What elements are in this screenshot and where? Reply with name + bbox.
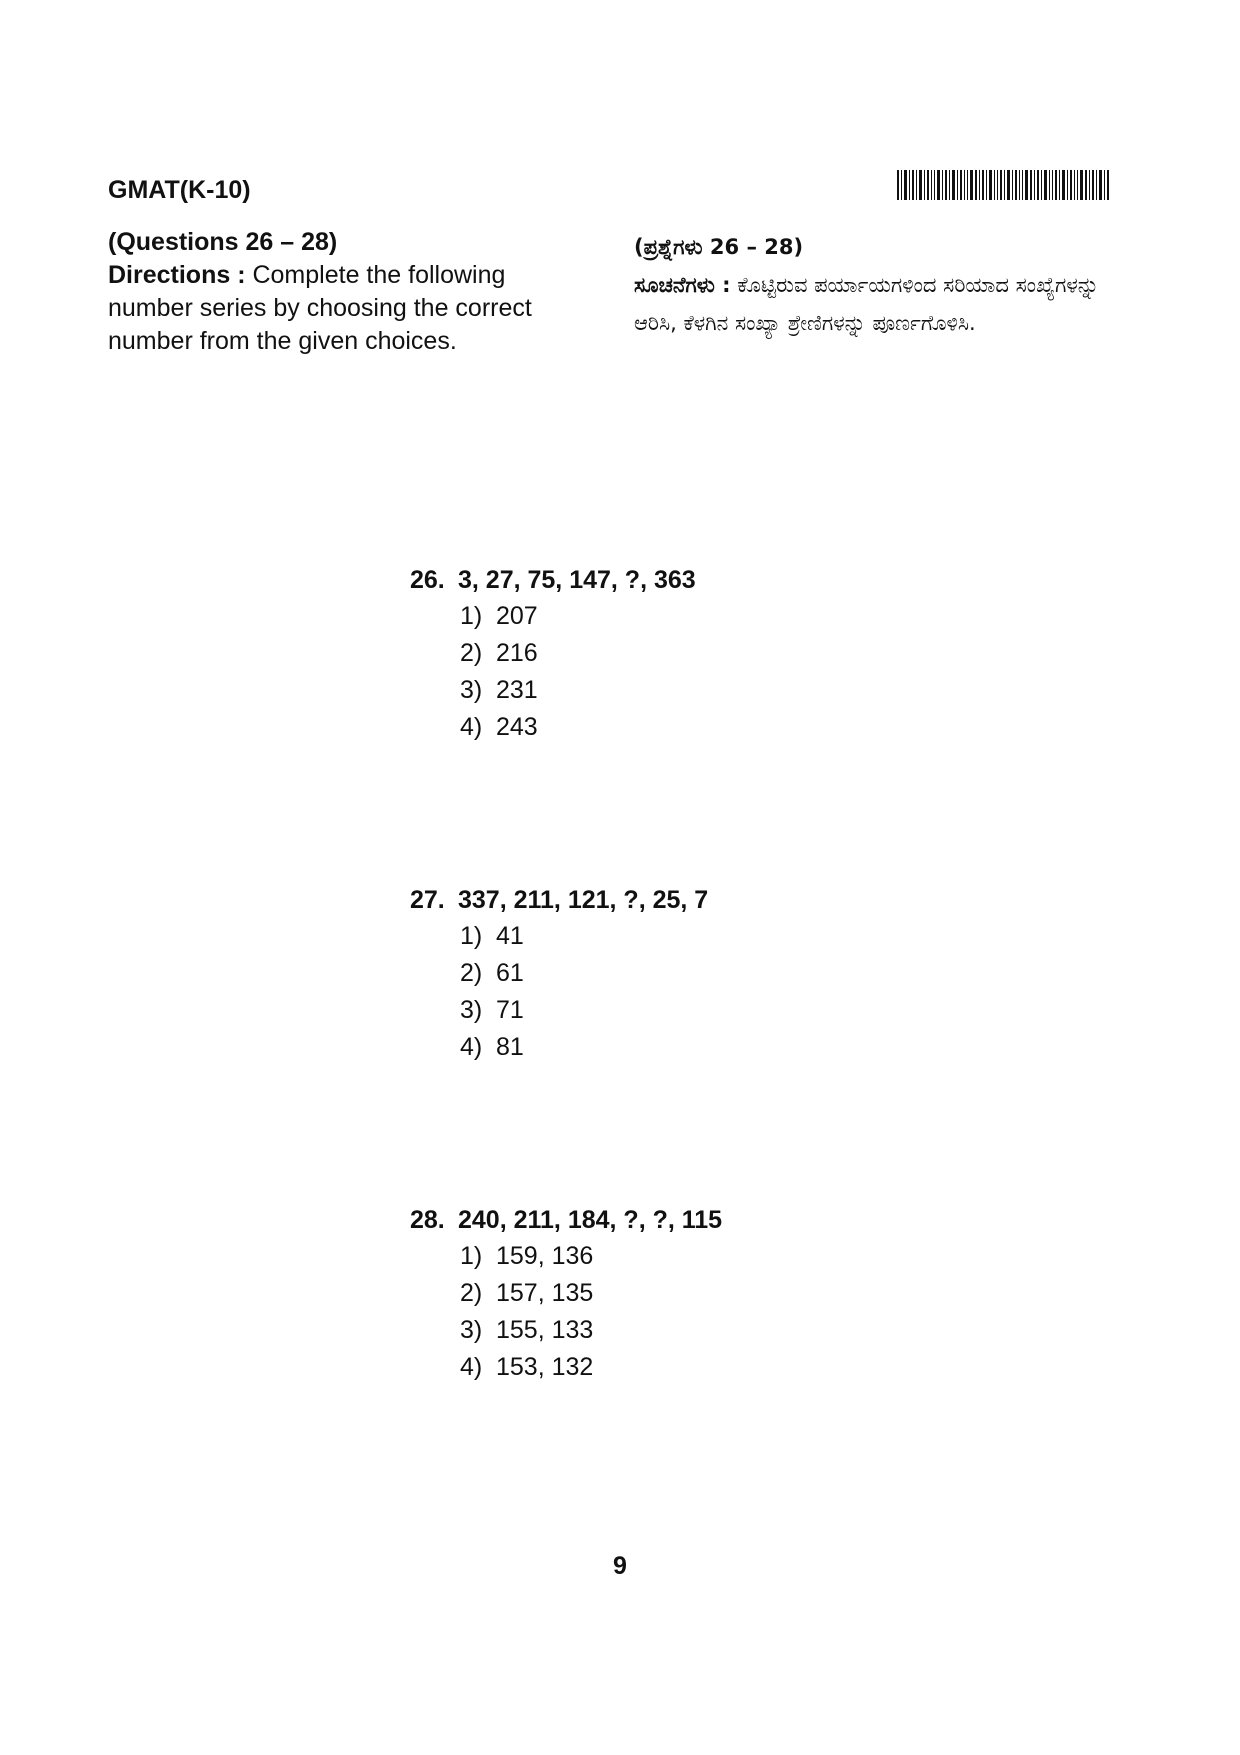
option-text: 157, 135 xyxy=(496,1279,594,1307)
question-28 xyxy=(410,1202,930,1386)
directions-text-kn: ಕೊಟ್ಟಿರುವ ಪರ್ಯಾಯಗಳಿಂದ ಸರಿಯಾದ ಸಂಖ್ಯೆಗಳನ್ನು ಆರಿಸಿ, ಕೆಳಗಿನ ಸಂಖ್ಯಾ ಶ್ರೇಣಿಗಳನ್ನು ಪೂರ್ಣಗೊಳಿಸಿ. xyxy=(634,273,1099,335)
question-26 xyxy=(410,562,930,746)
option-list xyxy=(410,1238,930,1386)
option-number: 4) xyxy=(460,713,483,741)
option-text: 243 xyxy=(496,713,538,741)
page-number: 9 xyxy=(613,1552,627,1580)
question-number: 27. xyxy=(410,886,445,914)
question-range-en: (Questions 26 – 28) xyxy=(108,228,338,256)
question-stem xyxy=(410,882,930,918)
option-2[interactable] xyxy=(460,1275,930,1312)
option-number: 2) xyxy=(460,959,483,987)
question-27 xyxy=(410,882,930,1066)
option-number: 1) xyxy=(460,602,483,630)
question-text: 3, 27, 75, 147, ?, 363 xyxy=(458,566,696,594)
directions-label-kn: ಸೂಚನೆಗಳು : xyxy=(634,273,731,297)
option-4[interactable] xyxy=(460,709,930,746)
option-1[interactable] xyxy=(460,918,930,955)
option-1[interactable] xyxy=(460,1238,930,1275)
option-number: 3) xyxy=(460,676,483,704)
directions-text-en: Complete the following number series by choosing the correct number from the given choices. xyxy=(108,261,532,355)
option-text: 61 xyxy=(496,959,524,987)
question-text: 240, 211, 184, ?, ?, 115 xyxy=(458,1206,723,1234)
directions-label-en: Directions : xyxy=(108,261,246,289)
option-text: 159, 136 xyxy=(496,1242,594,1270)
english-directions xyxy=(108,226,588,358)
option-1[interactable] xyxy=(460,598,930,635)
option-3[interactable] xyxy=(460,672,930,709)
option-number: 3) xyxy=(460,1316,483,1344)
option-text: 81 xyxy=(496,1033,524,1061)
option-number: 3) xyxy=(460,996,483,1024)
option-text: 231 xyxy=(496,676,538,704)
option-2[interactable] xyxy=(460,955,930,992)
question-range-kn: (ಪ್ರಶ್ನೆಗಳು 26 – 28) xyxy=(634,235,804,259)
barcode xyxy=(897,170,1109,200)
option-text: 207 xyxy=(496,602,538,630)
question-stem xyxy=(410,1202,930,1238)
option-number: 4) xyxy=(460,1353,483,1381)
option-text: 155, 133 xyxy=(496,1316,594,1344)
option-list xyxy=(410,918,930,1066)
question-text: 337, 211, 121, ?, 25, 7 xyxy=(458,886,709,914)
option-number: 4) xyxy=(460,1033,483,1061)
option-text: 71 xyxy=(496,996,524,1024)
option-2[interactable] xyxy=(460,635,930,672)
question-stem xyxy=(410,562,930,598)
option-text: 41 xyxy=(496,922,524,950)
option-number: 2) xyxy=(460,1279,483,1307)
question-number: 28. xyxy=(410,1206,445,1234)
option-3[interactable] xyxy=(460,1312,930,1349)
kannada-directions xyxy=(634,228,1114,342)
question-number: 26. xyxy=(410,566,445,594)
paper-code: GMAT(K-10) xyxy=(108,176,251,204)
option-list xyxy=(410,598,930,746)
option-3[interactable] xyxy=(460,992,930,1029)
option-4[interactable] xyxy=(460,1029,930,1066)
option-text: 153, 132 xyxy=(496,1353,594,1381)
option-4[interactable] xyxy=(460,1349,930,1386)
option-text: 216 xyxy=(496,639,538,667)
option-number: 2) xyxy=(460,639,483,667)
option-number: 1) xyxy=(460,922,483,950)
option-number: 1) xyxy=(460,1242,483,1270)
